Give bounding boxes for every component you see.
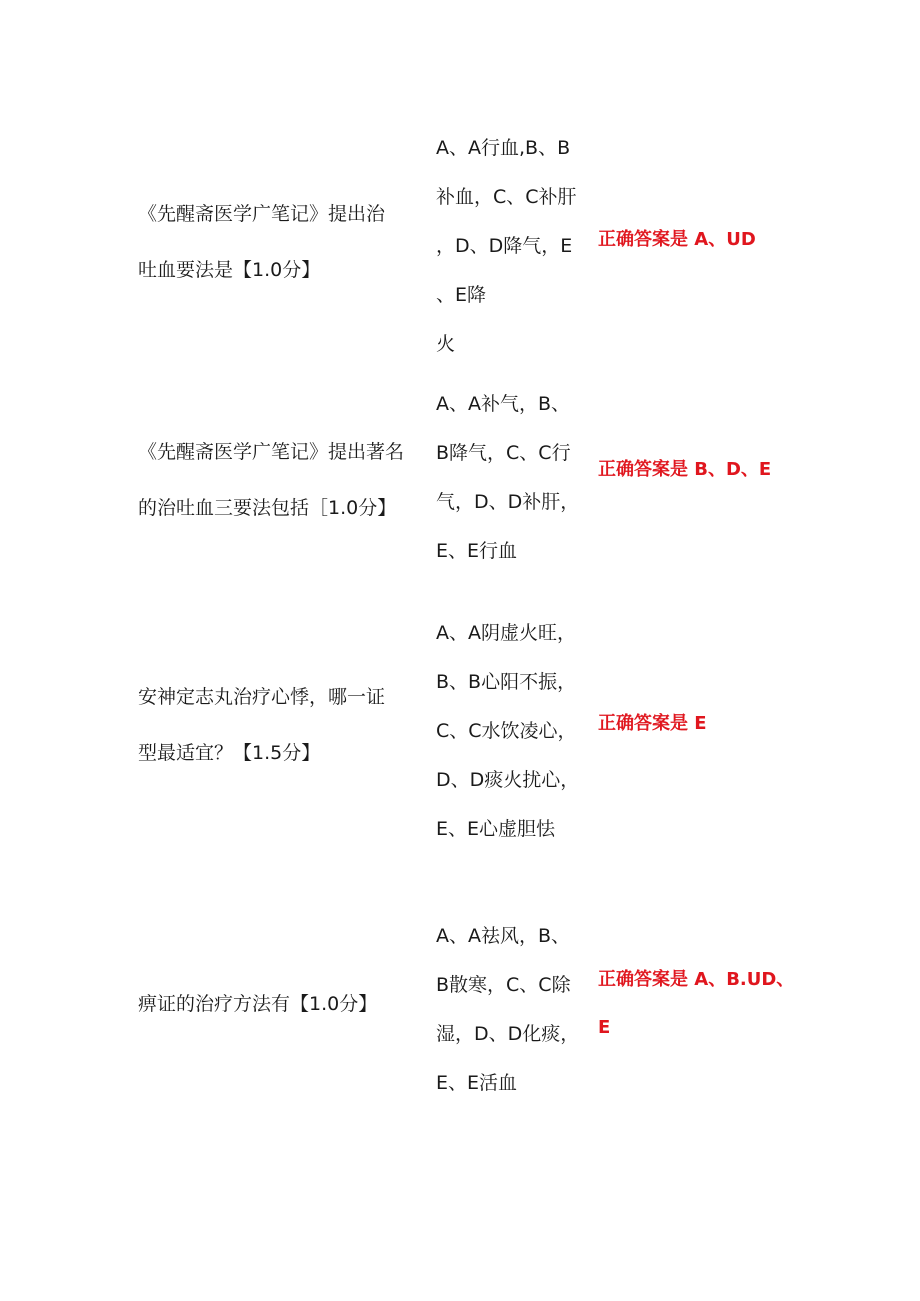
option-line: 湿，D、D化痰，	[436, 1023, 580, 1045]
option-line: A、A行血,B、B	[436, 137, 571, 159]
option-line: 补血，C、C补肝	[436, 186, 577, 208]
answer-line: 正确答案是 A、UD	[598, 229, 756, 250]
option-line: A、A阴虚火旺，	[436, 622, 576, 644]
correct-answer	[598, 446, 808, 494]
answer-line: 正确答案是 A、B.UD、	[598, 969, 795, 990]
question-text	[138, 424, 438, 536]
option-line: B散寒，C、C除	[436, 974, 571, 996]
answer-line: 正确答案是 E	[598, 713, 707, 734]
question-line: 的治吐血三要法包括［1.0分】	[138, 497, 397, 519]
options	[436, 124, 592, 369]
question-text	[138, 669, 438, 781]
option-line: D、D痰火扰心，	[436, 769, 580, 791]
option-line: 火	[436, 333, 456, 355]
correct-answer	[598, 700, 808, 748]
option-line: E、E心虚胆怯	[436, 818, 556, 840]
question-line: 痹证的治疗方法有【1.0分】	[138, 993, 378, 1015]
options	[436, 912, 592, 1108]
option-line: A、A祛风，B、	[436, 925, 571, 947]
answer-line: 正确答案是 B、D、E	[598, 459, 772, 480]
question-line: 安神定志丸治疗心悸，哪一证	[138, 686, 386, 708]
option-line: E、E活血	[436, 1072, 518, 1094]
option-line: A、A补气，B、	[436, 393, 571, 415]
option-line: C、C水饮凌心，	[436, 720, 577, 742]
correct-answer	[598, 956, 808, 1052]
question-line: 吐血要法是【1.0分】	[138, 259, 321, 281]
answer-line: E	[598, 1017, 611, 1038]
options	[436, 609, 592, 854]
option-line: E、E行血	[436, 540, 518, 562]
option-line: B、B心阳不振，	[436, 671, 577, 693]
options	[436, 380, 592, 576]
correct-answer	[598, 216, 808, 264]
option-line: ，D、D降气，E	[436, 235, 573, 257]
option-line: 、E降	[436, 284, 487, 306]
question-line: 《先醒斋医学广笔记》提出治	[138, 203, 386, 225]
question-text	[138, 976, 438, 1032]
option-line: B降气，C、C行	[436, 442, 571, 464]
question-line: 型最适宜？【1.5分】	[138, 742, 321, 764]
question-line: 《先醒斋医学广笔记》提出著名	[138, 441, 405, 463]
option-line: 气，D、D补肝，	[436, 491, 580, 513]
question-text	[138, 186, 438, 298]
